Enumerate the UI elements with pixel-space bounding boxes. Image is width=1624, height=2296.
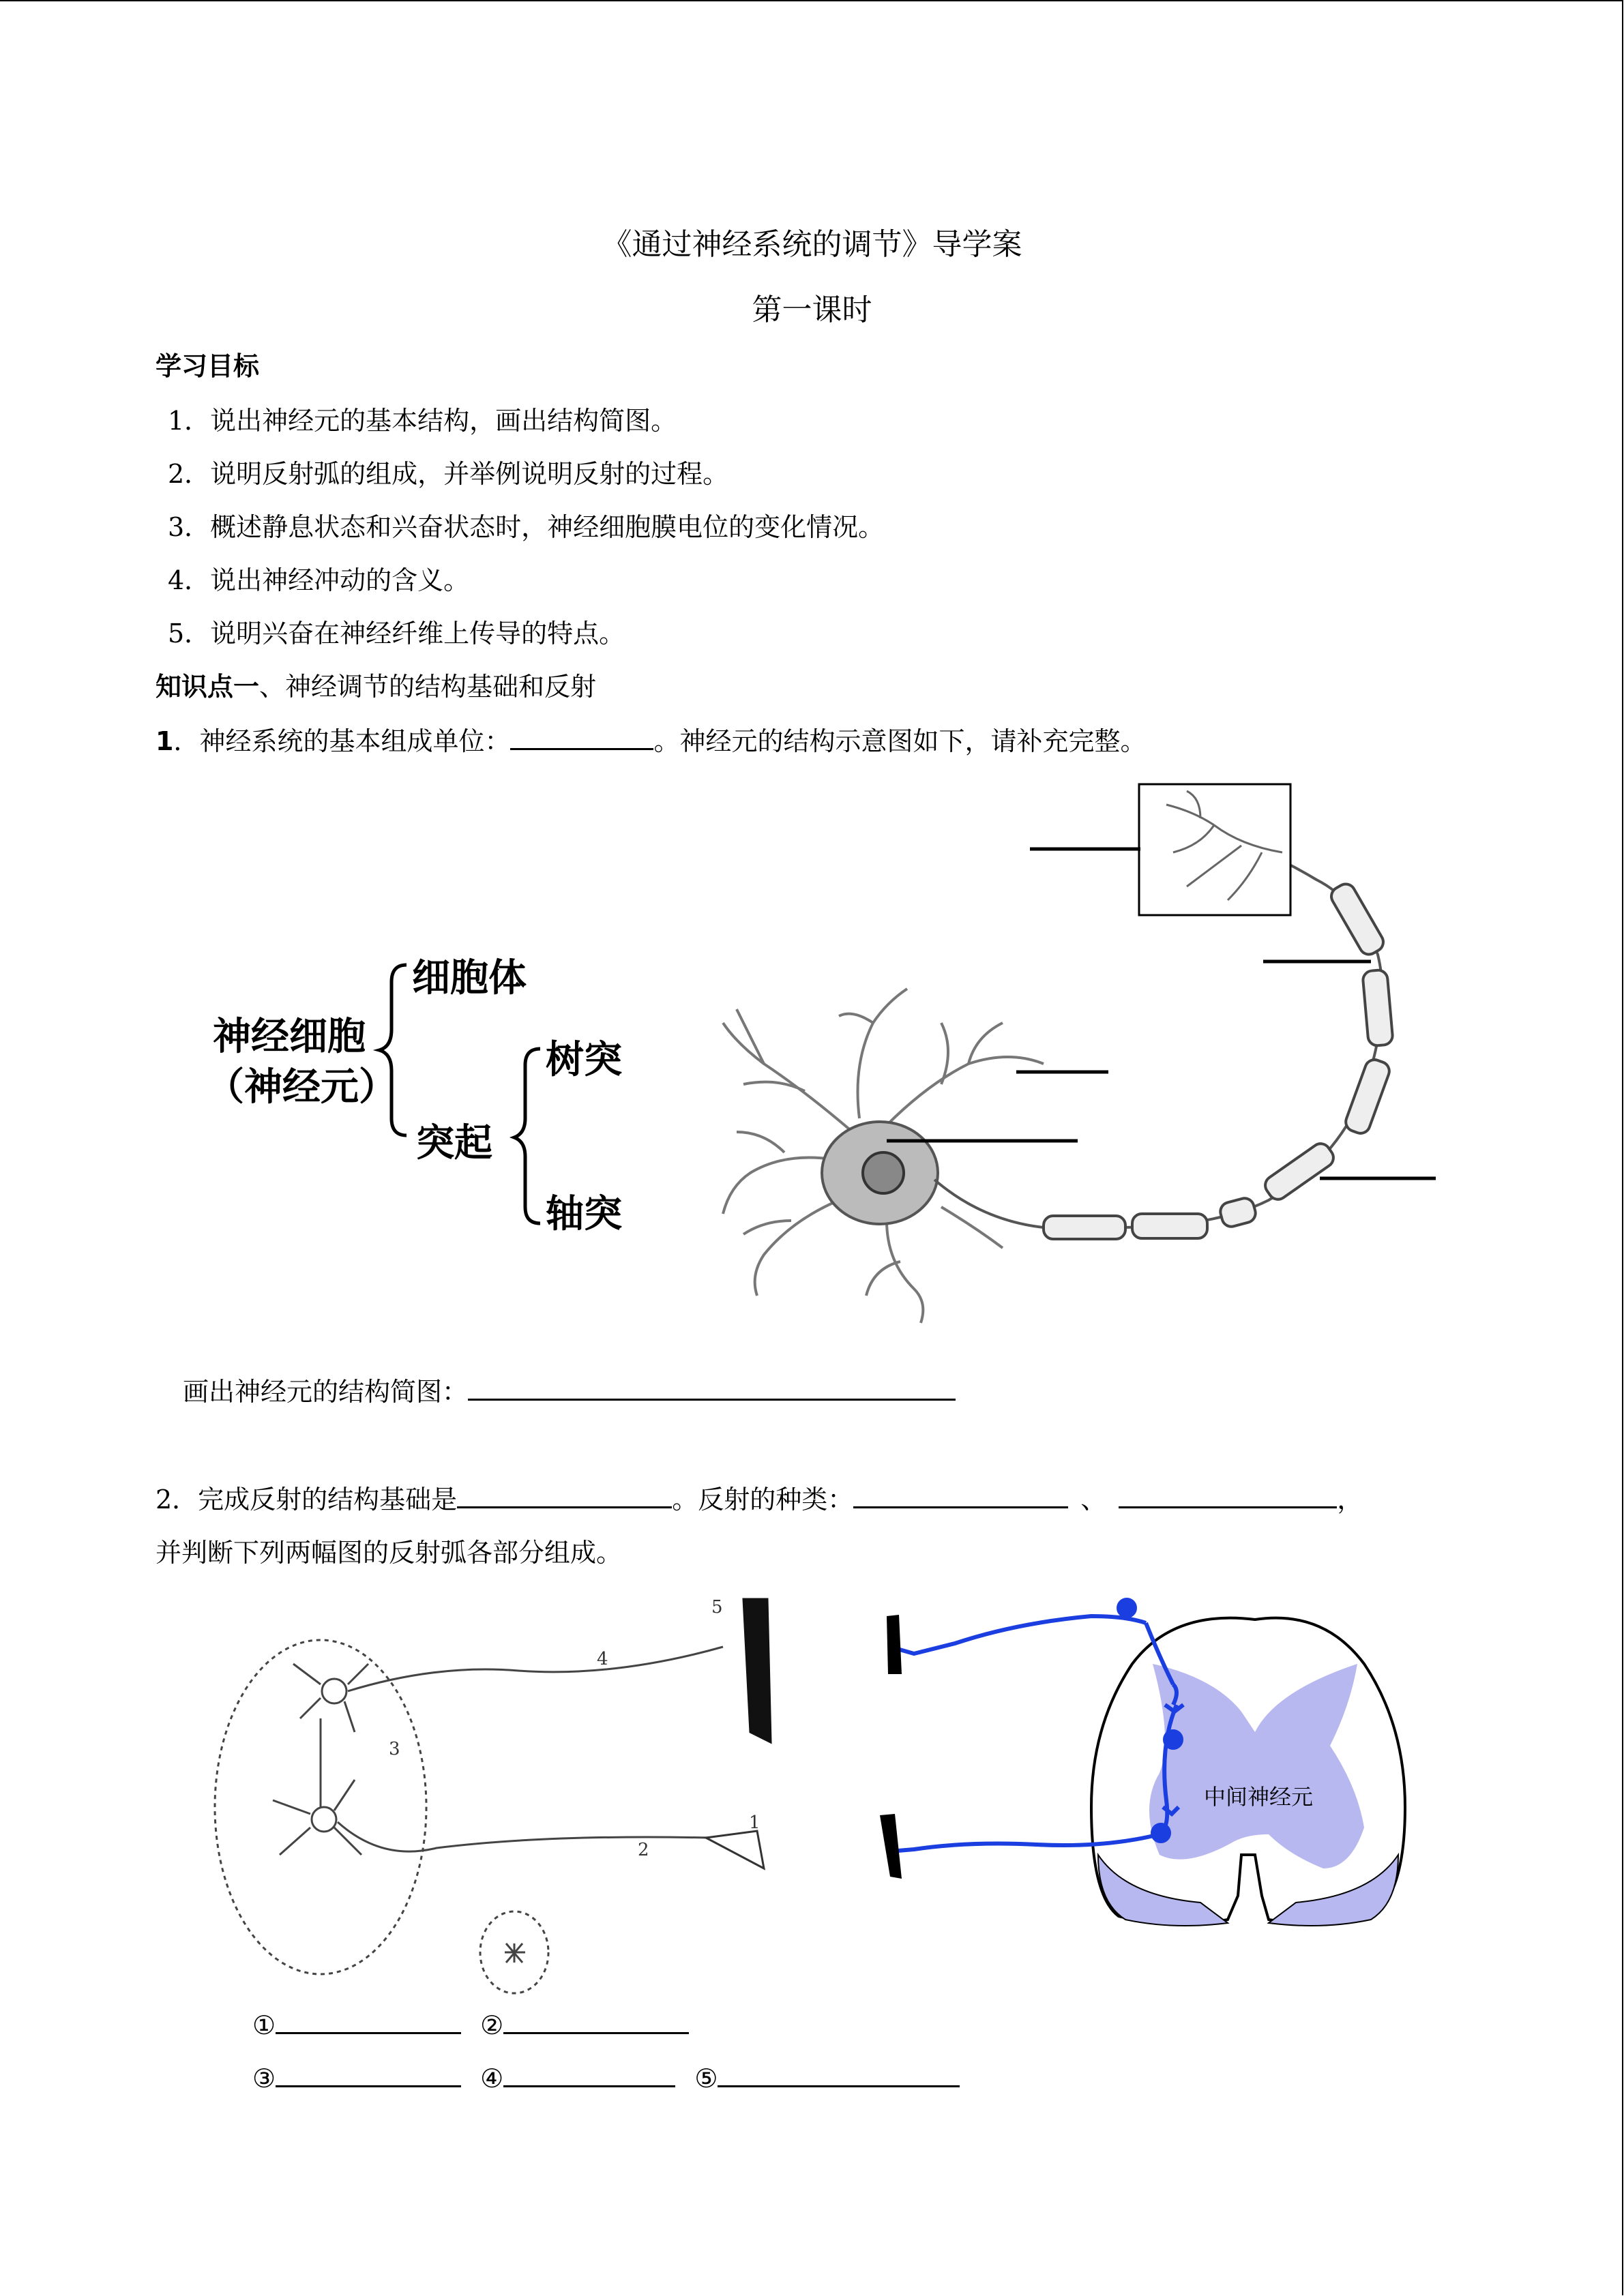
myelin-sheath — [1044, 880, 1393, 1239]
answer-label-3: ③ — [252, 2063, 276, 2093]
receptor-1 — [706, 1831, 764, 1868]
q2-comma: ， — [1337, 1485, 1363, 1515]
reflex-label-1: 1 — [749, 1813, 761, 1833]
tree-brace-1 — [379, 965, 407, 1135]
answer-blank-2[interactable] — [503, 2009, 689, 2034]
draw-prompt — [183, 1371, 956, 1408]
tree-root-line1: 神经细胞 — [213, 1015, 366, 1059]
answer-row-1 — [252, 2009, 689, 2040]
page-subtitle: 第一课时 — [752, 293, 872, 327]
question-1-number: 1 — [156, 726, 174, 756]
q2-basis-blank[interactable] — [457, 1483, 672, 1508]
tree-brace-2 — [514, 1049, 540, 1223]
tree-axon: 轴突 — [546, 1192, 622, 1236]
receptor-skin — [880, 1814, 902, 1879]
question-2-text-a: 2．完成反射的结构基础是 — [156, 1485, 458, 1515]
question-2 — [156, 1478, 1363, 1516]
objectives-heading: 学习目标 — [156, 351, 260, 381]
question-1-text-b: 。神经元的结构示意图如下，请补充完整。 — [653, 726, 1147, 756]
objective-item-3: 3．概述静息状态和兴奋状态时，神经细胞膜电位的变化情况。 — [168, 512, 885, 542]
objective-item-2: 2．说明反射弧的组成，并举例说明反射的过程。 — [168, 459, 729, 489]
reflex-label-5: 5 — [711, 1597, 723, 1617]
answer-label-2: ② — [480, 2010, 504, 2040]
effector-5 — [743, 1599, 771, 1742]
answer-label-5: ⑤ — [694, 2063, 718, 2093]
interneuron — [273, 1718, 709, 1855]
motor-neuron — [293, 1647, 723, 1732]
spinal-cord-diagram — [880, 1600, 1405, 1926]
knowledge-point-title: 、神经调节的结构基础和反射 — [259, 672, 597, 702]
effector-muscle — [887, 1615, 902, 1674]
q2-separator: 、 — [1080, 1485, 1107, 1515]
neuron-illustration — [723, 784, 1393, 1323]
objective-item-1: 1．说出神经元的基本结构，画出结构简图。 — [168, 406, 677, 436]
answer-blank-5[interactable] — [718, 2062, 960, 2087]
answer-blank-3[interactable] — [276, 2062, 461, 2087]
draw-answer-blank[interactable] — [468, 1375, 956, 1401]
tree-root-line2: （神经元） — [206, 1065, 397, 1109]
sensory-neuron-body — [505, 1943, 525, 1963]
answer-blank-4[interactable] — [503, 2062, 675, 2087]
reflex-arc-left — [215, 1599, 771, 1993]
answer-blank-1[interactable] — [276, 2009, 461, 2034]
question-2-text-b: 。反射的种类： — [672, 1485, 854, 1515]
question-2-line2: 并判断下列两幅图的反射弧各部分组成。 — [156, 1538, 623, 1568]
objective-item-4: 4．说出神经冲动的含义。 — [168, 565, 470, 595]
answer-row-2 — [252, 2062, 960, 2093]
knowledge-point-label: 知识点一 — [156, 672, 260, 702]
q2-type1-blank[interactable] — [853, 1483, 1068, 1508]
tree-process: 突起 — [416, 1121, 492, 1165]
draw-prompt-text: 画出神经元的结构简图： — [183, 1377, 469, 1407]
tree-dendrite: 树突 — [546, 1038, 622, 1082]
objective-item-5: 5．说明兴奋在神经纤维上传导的特点。 — [168, 618, 625, 648]
page-title: 《通过神经系统的调节》导学案 — [602, 227, 1022, 262]
neuron-nucleus — [863, 1152, 904, 1193]
reflex-label-4: 4 — [597, 1649, 608, 1669]
reflex-label-2: 2 — [638, 1840, 649, 1860]
answer-label-1: ① — [252, 2010, 276, 2040]
tree-cell-body: 细胞体 — [412, 956, 527, 1000]
q2-type2-blank[interactable] — [1119, 1483, 1337, 1508]
question-1-text-a: ．神经系统的基本组成单位： — [173, 726, 511, 756]
answer-label-4: ④ — [480, 2063, 504, 2093]
interneuron-label: 中间神经元 — [1204, 1784, 1314, 1810]
reflex-label-3: 3 — [389, 1739, 400, 1759]
